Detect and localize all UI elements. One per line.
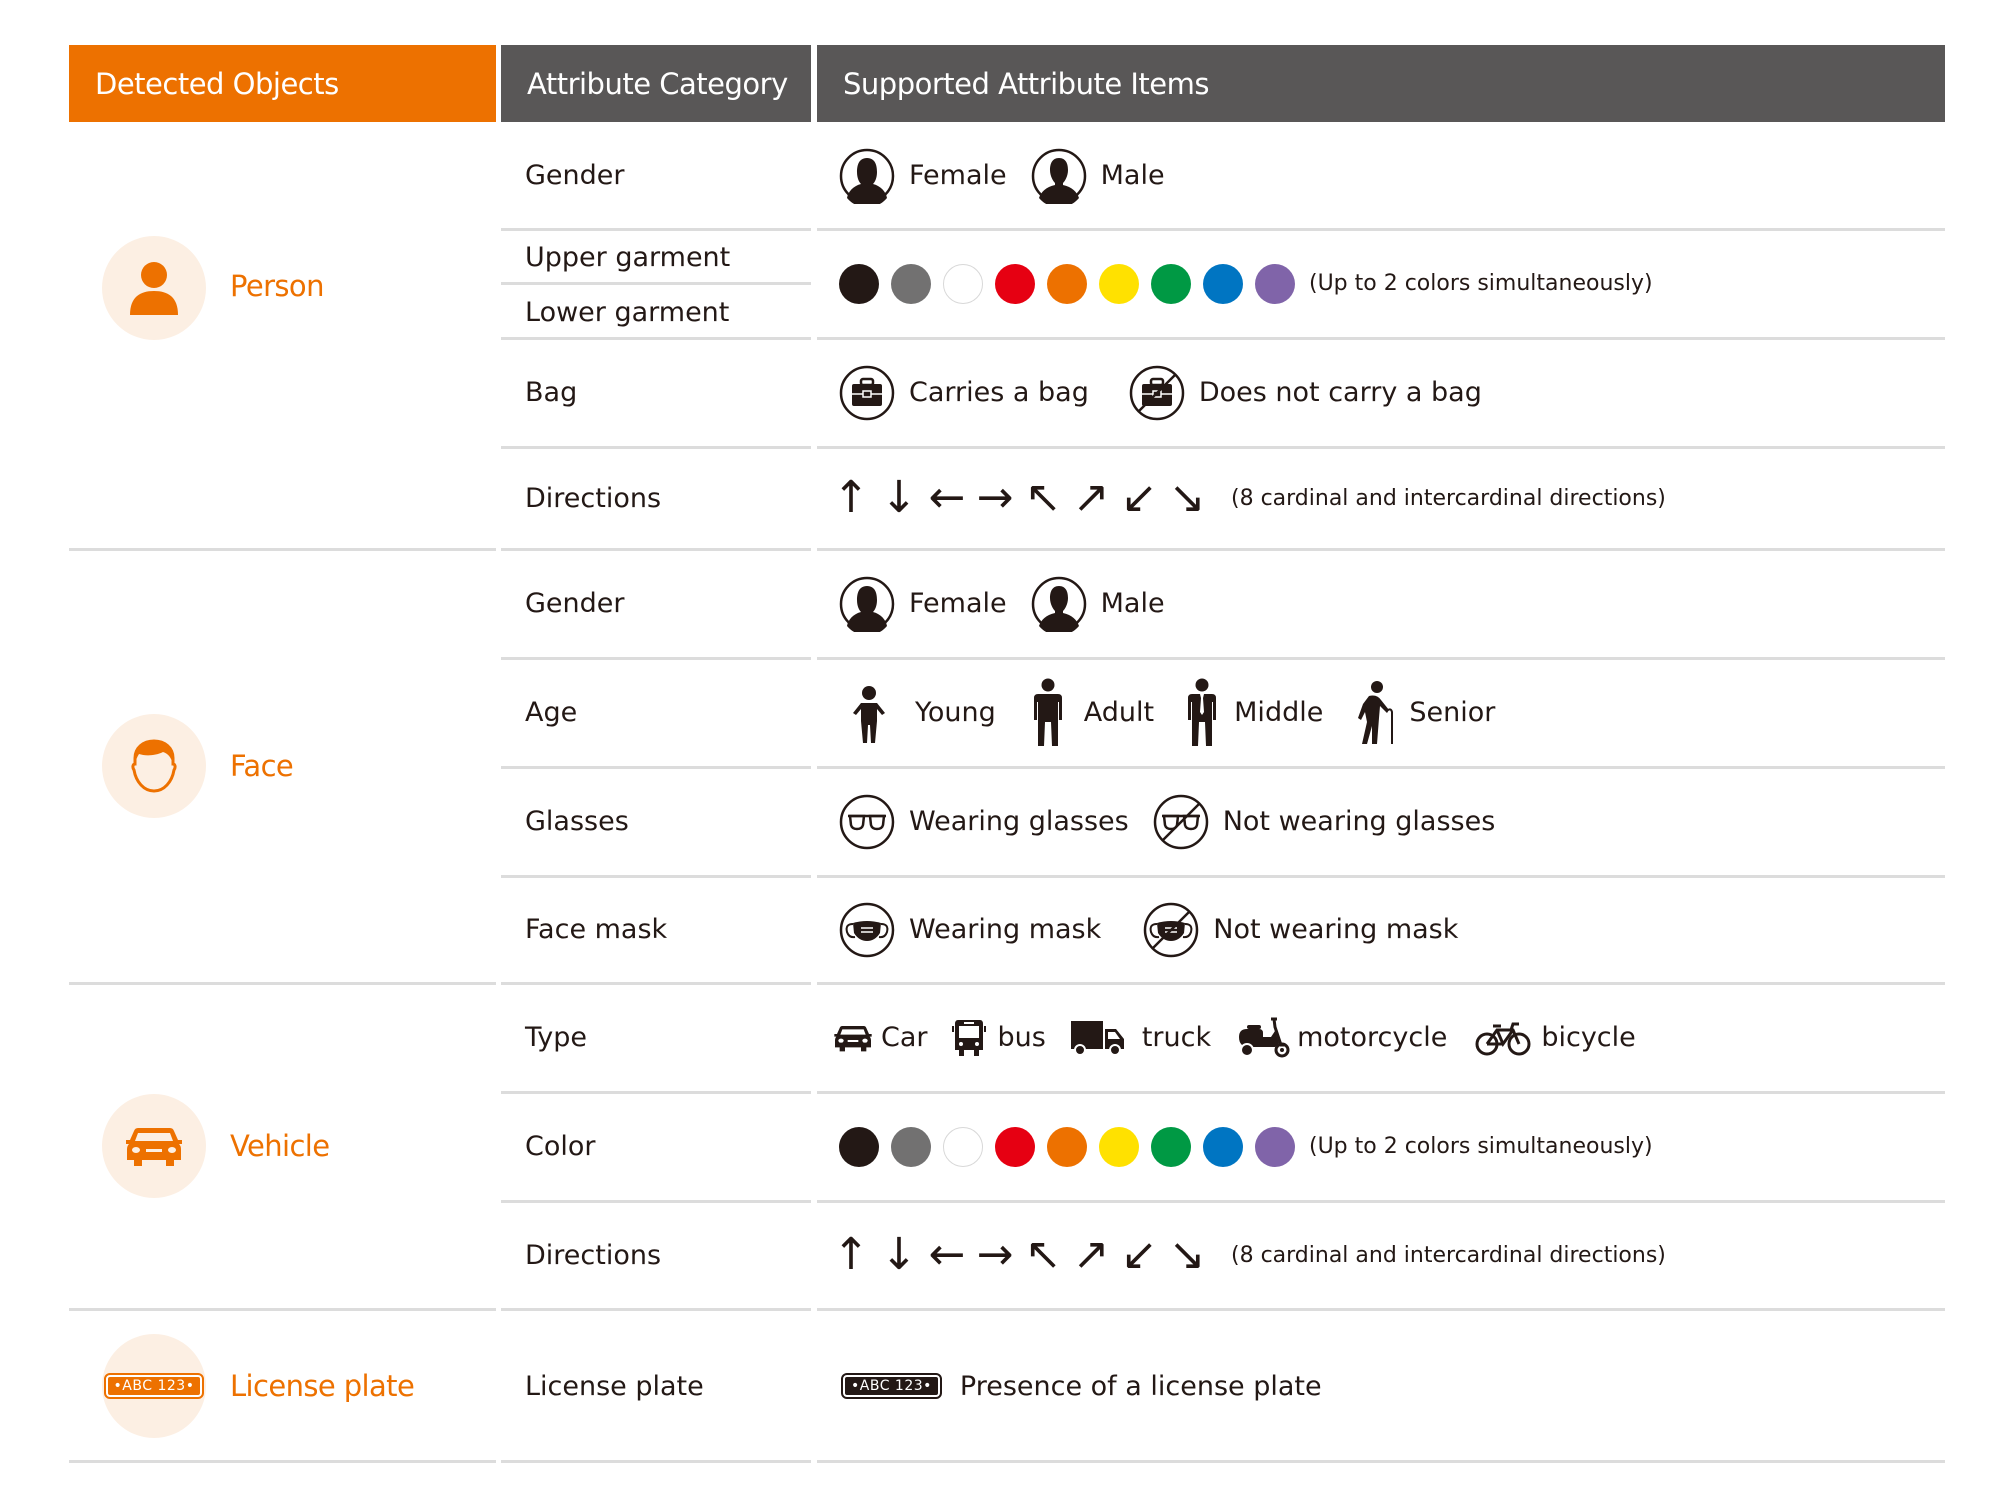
color-swatch-orange	[1047, 1127, 1087, 1167]
object-license-plate	[69, 1309, 496, 1463]
senior-icon	[1355, 680, 1395, 746]
items-vehicle-colors	[817, 1092, 1945, 1201]
no-glasses-icon	[1153, 794, 1209, 850]
directions-note: (8 cardinal and intercardinal directions)	[1231, 485, 1666, 511]
middle-aged-icon	[1186, 678, 1218, 748]
color-swatch-blue	[1203, 1127, 1243, 1167]
object-person	[69, 229, 496, 552]
item-wearing-glasses	[839, 794, 1129, 850]
category-gender	[501, 122, 811, 229]
item-bus	[952, 1018, 1046, 1058]
category-label: Glasses	[525, 806, 629, 837]
item-label: bus	[997, 1022, 1046, 1053]
category-upper-garment	[501, 232, 811, 283]
item-middle	[1186, 678, 1323, 748]
color-swatch-red	[995, 1127, 1035, 1167]
item-senior	[1355, 680, 1495, 746]
item-label: Male	[1100, 588, 1165, 619]
arrow-down-icon: ↓	[880, 472, 918, 523]
items-vehicle-directions	[817, 1201, 1945, 1309]
color-swatch-yellow	[1099, 264, 1139, 304]
color-swatch-gray	[891, 264, 931, 304]
color-swatch-green	[1151, 1127, 1191, 1167]
vehicle-icon-badge	[102, 1094, 206, 1198]
item-label: Adult	[1083, 697, 1155, 728]
item-label: Car	[881, 1022, 928, 1053]
category-type	[501, 983, 811, 1092]
header-label: Attribute Category	[527, 66, 788, 101]
arrow-down-left-icon: ↙	[1120, 472, 1158, 523]
category-label: Age	[525, 697, 578, 728]
license-plate-icon: •ABC 123•	[106, 1375, 203, 1397]
color-swatch-green	[1151, 264, 1191, 304]
color-swatch-purple	[1255, 1127, 1295, 1167]
item-label: motorcycle	[1297, 1022, 1448, 1053]
arrow-up-left-icon: ↖	[1024, 472, 1062, 523]
bus-icon	[952, 1018, 986, 1058]
category-label: Directions	[525, 482, 662, 514]
item-label: Not wearing glasses	[1222, 806, 1496, 837]
no-mask-icon	[1143, 902, 1199, 958]
face-icon	[127, 736, 181, 796]
item-adult	[1032, 678, 1154, 748]
item-label: Senior	[1409, 697, 1496, 728]
arrow-left-icon: ←	[928, 1229, 966, 1280]
color-swatch-black	[839, 264, 879, 304]
category-directions	[501, 447, 811, 549]
item-female	[839, 576, 1007, 632]
arrow-up-icon: ↑	[832, 1229, 870, 1280]
items-bag	[817, 338, 1945, 447]
object-label: Face	[230, 749, 294, 783]
bag-icon	[839, 365, 895, 421]
category-label: Directions	[525, 1239, 662, 1271]
header-label: Detected Objects	[95, 66, 339, 101]
category-label: Type	[525, 1022, 588, 1053]
arrow-down-right-icon: ↘	[1168, 1229, 1206, 1280]
child-icon	[851, 681, 887, 745]
person-icon-badge	[102, 236, 206, 340]
category-label: Bag	[525, 377, 578, 408]
arrow-up-right-icon: ↗	[1072, 472, 1110, 523]
item-label: Does not carry a bag	[1198, 377, 1482, 408]
arrow-right-icon: →	[976, 1229, 1014, 1280]
item-male	[1031, 576, 1165, 632]
item-car	[833, 1022, 928, 1054]
color-swatch-gray	[891, 1127, 931, 1167]
category-label: Lower garment	[525, 296, 730, 328]
arrow-down-left-icon: ↙	[1120, 1229, 1158, 1280]
item-label: Wearing mask	[909, 914, 1102, 945]
truck-icon	[1070, 1019, 1126, 1057]
license-plate-icon-badge	[102, 1334, 206, 1438]
header-attribute-category	[501, 45, 811, 122]
object-label: Vehicle	[230, 1129, 330, 1163]
item-young	[839, 681, 996, 745]
glasses-icon	[839, 794, 895, 850]
category-face-mask	[501, 876, 811, 983]
color-swatch-yellow	[1099, 1127, 1139, 1167]
adult-icon	[1032, 678, 1064, 748]
item-no-bag	[1129, 365, 1482, 421]
header-detected-objects	[69, 45, 496, 122]
items-age	[817, 658, 1945, 767]
item-wearing-mask	[839, 902, 1101, 958]
item-carries-bag	[839, 365, 1089, 421]
item-truck	[1070, 1019, 1211, 1057]
item-label: Not wearing mask	[1213, 914, 1459, 945]
item-bicycle	[1475, 1020, 1635, 1056]
object-label: Person	[230, 269, 324, 303]
item-label: Middle	[1234, 697, 1324, 728]
category-label: Color	[525, 1131, 596, 1162]
category-color	[501, 1092, 811, 1201]
item-motorcycle	[1235, 1017, 1447, 1059]
car-icon	[833, 1022, 873, 1054]
color-swatch-blue	[1203, 264, 1243, 304]
category-label: Upper garment	[525, 242, 731, 273]
arrow-up-right-icon: ↗	[1072, 1229, 1110, 1280]
face-icon-badge	[102, 714, 206, 818]
item-label: Female	[909, 160, 1007, 191]
item-presence-license-plate	[843, 1371, 1322, 1402]
category-license-plate	[501, 1309, 811, 1463]
color-swatch-red	[995, 264, 1035, 304]
arrow-left-icon: ←	[928, 472, 966, 523]
category-glasses	[501, 767, 811, 876]
category-label: Gender	[525, 588, 625, 619]
color-swatch-purple	[1255, 264, 1295, 304]
item-label: truck	[1141, 1022, 1212, 1053]
category-label: License plate	[525, 1370, 704, 1402]
arrow-up-icon: ↑	[832, 472, 870, 523]
item-label: Presence of a license plate	[959, 1370, 1322, 1402]
female-icon	[839, 148, 895, 204]
category-age	[501, 658, 811, 767]
item-female	[839, 148, 1007, 204]
color-swatch-orange	[1047, 264, 1087, 304]
item-male	[1031, 148, 1165, 204]
no-bag-icon	[1129, 365, 1185, 421]
category-face-gender	[501, 549, 811, 658]
plate-text: •ABC 123•	[843, 1375, 940, 1397]
items-garment-colors	[817, 229, 1945, 338]
items-vehicle-type	[817, 983, 1945, 1092]
arrow-down-icon: ↓	[880, 1229, 918, 1280]
item-label: Male	[1100, 160, 1165, 191]
items-directions	[817, 447, 1945, 549]
item-label: Young	[915, 697, 996, 728]
items-face-gender	[817, 549, 1945, 658]
person-icon	[126, 259, 182, 317]
category-bag	[501, 338, 811, 447]
items-glasses	[817, 767, 1945, 876]
license-plate-icon	[843, 1375, 940, 1397]
item-label: bicycle	[1541, 1022, 1636, 1053]
item-label: Wearing glasses	[909, 806, 1129, 837]
category-vehicle-directions	[501, 1201, 811, 1309]
car-icon	[124, 1124, 184, 1168]
colors-note: (Up to 2 colors simultaneously)	[1309, 1134, 1653, 1159]
category-lower-garment	[501, 286, 811, 338]
object-face	[69, 549, 496, 983]
items-license-plate	[817, 1309, 1945, 1463]
directions-note: (8 cardinal and intercardinal directions)	[1231, 1242, 1666, 1268]
item-not-wearing-mask	[1143, 902, 1458, 958]
object-label: License plate	[230, 1369, 415, 1403]
male-icon	[1031, 148, 1087, 204]
male-icon	[1031, 576, 1087, 632]
color-swatch-black	[839, 1127, 879, 1167]
color-swatch-white	[943, 1127, 983, 1167]
items-face-mask	[817, 876, 1945, 983]
arrow-down-right-icon: ↘	[1168, 472, 1206, 523]
header-supported-items	[817, 45, 1945, 122]
item-label: Female	[909, 588, 1007, 619]
category-label: Gender	[525, 160, 625, 191]
color-swatch-white	[943, 264, 983, 304]
female-icon	[839, 576, 895, 632]
arrow-up-left-icon: ↖	[1024, 1229, 1062, 1280]
object-vehicle	[69, 983, 496, 1309]
mask-icon	[839, 902, 895, 958]
motorcycle-icon	[1235, 1017, 1291, 1059]
bicycle-icon	[1475, 1020, 1531, 1056]
header-label: Supported Attribute Items	[843, 66, 1210, 101]
items-gender	[817, 122, 1945, 229]
item-label: Carries a bag	[909, 377, 1089, 408]
arrow-right-icon: →	[976, 472, 1014, 523]
item-not-wearing-glasses	[1153, 794, 1496, 850]
category-label: Face mask	[525, 914, 668, 945]
colors-note: (Up to 2 colors simultaneously)	[1309, 271, 1653, 296]
